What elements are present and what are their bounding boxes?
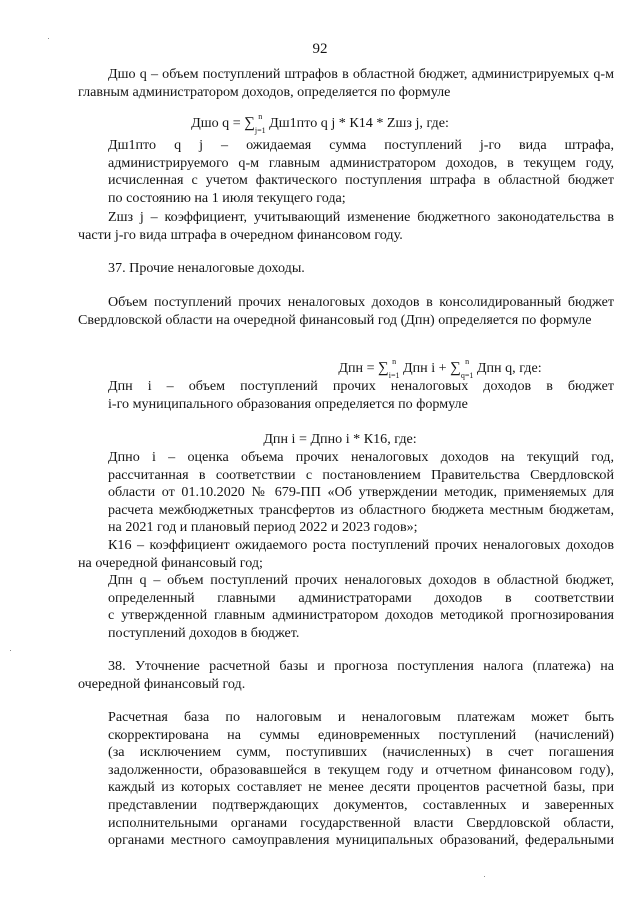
text-line: рассчитанная в соответствии с постановлением Правительства Свердловской xyxy=(108,466,614,483)
text-line: задолженности, образовавшейся в текущем году и отчетном финансовом году), xyxy=(108,761,614,778)
paragraph-base-adjustment xyxy=(78,709,614,850)
page-number: 92 xyxy=(312,41,328,57)
paragraph-k16-definition: К16 – коэффициент ожидаемого роста поступлений прочих неналоговых доходов на очередной финансовый год; xyxy=(78,537,614,571)
text-line: определенный главными администраторами доходов в соответствии xyxy=(108,589,614,606)
text-line: Дпн i – объем поступлений прочих неналоговых доходов в бюджет xyxy=(108,378,614,394)
text-line: поступлений доходов в бюджет. xyxy=(108,624,300,641)
scan-speck xyxy=(484,876,485,877)
formula-dpn: Дпн = ∑ n i=1 Дпн i + ∑ n q=1 Дпн q, где: xyxy=(338,357,542,380)
text-line: Дш1пто q j – ожидаемая сумма поступлений j-го вида штрафа, xyxy=(108,137,614,153)
sum-limits: n j=1 xyxy=(254,112,266,135)
paragraph-zshz-definition: Zшз j – коэффициент, учитывающий изменение бюджетного законодательства в части j-го вида штрафа в очередном финансовом году. xyxy=(78,209,614,243)
text-line: Дпно i – оценка объема прочих неналоговых доходов на текущий год, xyxy=(108,449,614,465)
formula-dpn-i: Дпн i = Дпно i * К16, где: xyxy=(263,431,417,447)
text-line: каждый из которых составляет не менее десяти процентов расчетной базы, при xyxy=(108,779,614,796)
sum-limits: n q=1 xyxy=(460,357,474,380)
paragraph-dpn-intro: Объем поступлений прочих неналоговых доходов в консолидированный бюджет Свердловской области на очередной финансовый год (Дпн) определяется по формуле xyxy=(78,294,614,328)
scan-speck xyxy=(10,650,11,651)
sum-symbol: ∑ xyxy=(450,360,461,376)
text-line: (за исключением сумм, поступивших (начисленных) в счет погашения xyxy=(108,744,614,761)
text-line: с утвержденной главным администратором доходов методикой прогнозирования xyxy=(108,607,614,624)
text-line: расчета межбюджетных трансфертов из областного бюджета местным бюджетам, xyxy=(108,501,614,518)
sum-limits: n i=1 xyxy=(388,357,400,380)
text-line: на 2021 год и плановый период 2022 и 2023 годов»; xyxy=(108,519,418,536)
paragraph-dpn-i-definition xyxy=(78,378,614,413)
sum-symbol: ∑ xyxy=(244,115,255,131)
section-heading-37: 37. Прочие неналоговые доходы. xyxy=(108,260,305,276)
text-line: i-го муниципального образования определяется по формуле xyxy=(108,395,468,412)
scan-speck xyxy=(48,38,49,39)
text-line: органами местного самоуправления муниципальных образований, федеральными xyxy=(108,832,614,849)
text-line: скорректирована на суммы единовременных поступлений (начислений) xyxy=(108,726,614,743)
formula-dsho: Дшо q = ∑ n j=1 Дш1пто q j * К14 * Zшз j, где: xyxy=(191,112,449,135)
section-heading-38: 38. Уточнение расчетной базы и прогноза поступления налога (платежа) на очередной финансовый год. xyxy=(78,658,614,692)
text-line: Дпн q – объем поступлений прочих неналоговых доходов в областной бюджет, xyxy=(108,572,614,588)
text-line: представлении подтверждающих документов, составленных и заверенных xyxy=(108,796,614,813)
text-line: области от 01.10.2020 № 679-ПП «Об утверждении методик, применяемых для xyxy=(108,484,614,501)
paragraph-dsh1pto-definition xyxy=(78,137,614,207)
paragraph-dpno-definition xyxy=(78,449,614,537)
paragraph-dsho-definition: Дшо q – объем поступлений штрафов в областной бюджет, администрируемых q-м главным администратором доходов, определяется по формуле xyxy=(78,66,614,100)
text-line: по состоянию на 1 июля текущего года; xyxy=(108,189,346,206)
text-line: исчисленная с учетом фактического поступления штрафа в областной бюджет xyxy=(108,172,614,189)
paragraph-dpn-q-definition xyxy=(78,572,614,642)
sum-symbol: ∑ xyxy=(378,360,389,376)
text-line: Расчетная база по налоговым и неналоговым платежам может быть xyxy=(108,709,614,725)
text-line: администрируемого q-м главным администратором доходов, в текущем году, xyxy=(108,154,614,171)
text-line: исполнительными органами государственной власти Свердловской области, xyxy=(108,814,614,831)
